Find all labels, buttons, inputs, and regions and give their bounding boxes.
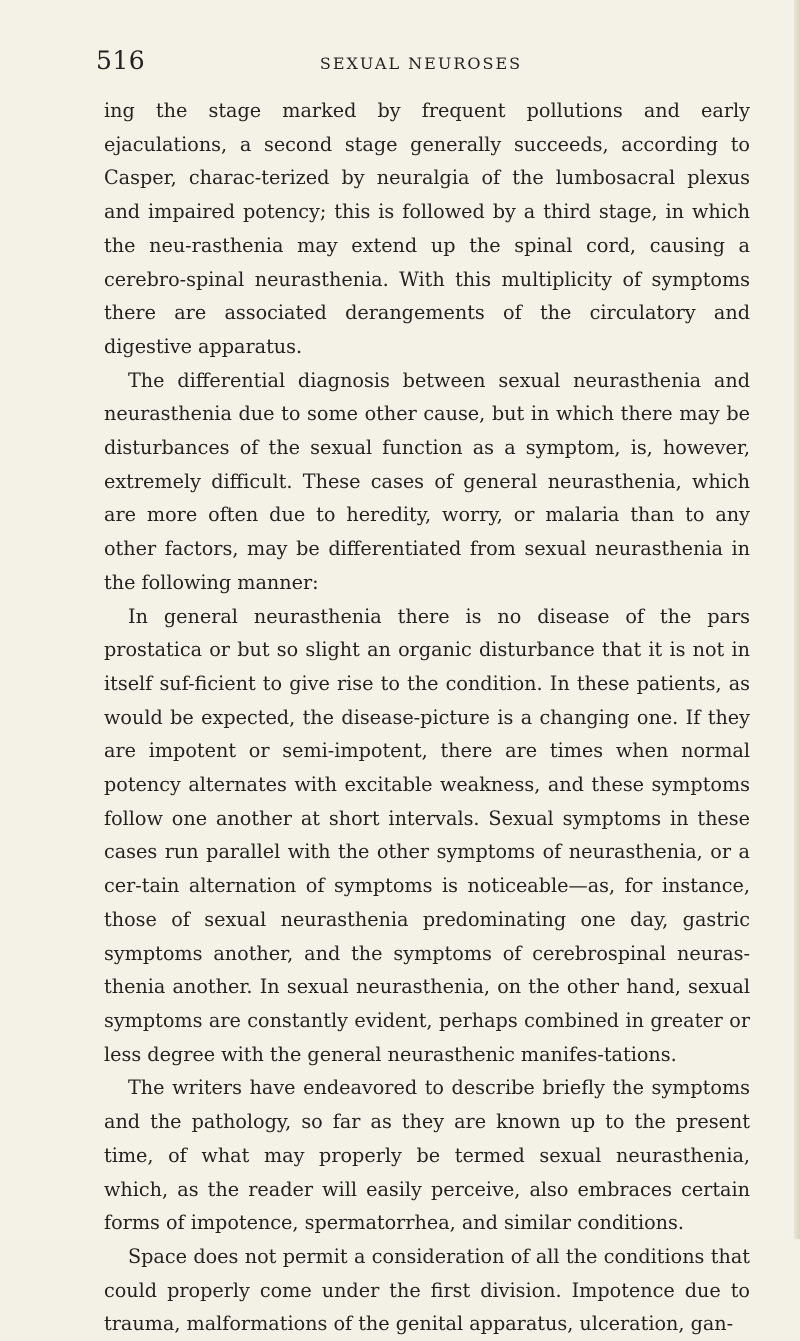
paragraph-general-neurasthenia: In general neurasthenia there is no disease of the pars prostatica or but so slight an organic disturbance that it is not in itself suf-ficient to give rise to the condition. In these patients, as would be expected, the disease-picture is a changing one. If they are impotent or semi-impotent, there are times when normal potency alternates with excitable weakness, and these symptoms follow one another at short intervals. Sexual symptoms in these cases run parallel with the other symptoms of neurasthenia, or a cer-tain alternation of symptoms is noticeable—as, for instance, those of sexual neurasthenia predominating one day, gastric symptoms another, and the symptoms of cerebrospinal neuras-thenia another. In sexual neurasthenia, on the other hand, sexual symptoms are constantly evident, perhaps combined in greater or less degree with the general neurasthenic manifes-tations. (104, 604, 750, 1066)
paragraph-space-limits: Space does not permit a consideration of all the conditions that could properly come under the first division. Impotence due to trauma, malformations of the genital apparatus, ulceration, gan- (104, 1244, 750, 1336)
body-text (104, 94, 750, 1341)
paragraph-writers-summary: The writers have endeavored to describe briefly the symptoms and the pathology, so far as they are known up to the present time, of what may properly be termed sexual neurasthenia, which, as the reader will easily perceive, also embraces certain forms of impotence, spermatorrhea, and similar conditions. (104, 1076, 750, 1235)
paragraph-differential-diagnosis: The differential diagnosis between sexual neurasthenia and neurasthenia due to some other cause, but in which there may be disturbances of the sexual function as a symptom, is, however, extremely difficult. These cases of general neurasthenia, which are more often due to heredity, worry, or malaria than to any other factors, may be differentiated from sexual neurasthenia in the following manner: (104, 368, 750, 594)
page-header (96, 46, 746, 86)
paragraph-continued: ing the stage marked by frequent pollutions and early ejaculations, a second stage generally succeeds, according to Casper, charac-terized by neuralgia of the lumbosacral plexus and impaired potency; this is followed by a third stage, in which the neu-rasthenia may extend up the spinal cord, causing a cerebro-spinal neurasthenia. With this multiplicity of symptoms there are associated derangements of the circulatory and digestive apparatus. (104, 99, 750, 358)
page-edge-shadow (794, 0, 800, 1239)
running-head: SEXUAL NEUROSES (319, 54, 523, 73)
page-number: 516 (96, 46, 146, 75)
